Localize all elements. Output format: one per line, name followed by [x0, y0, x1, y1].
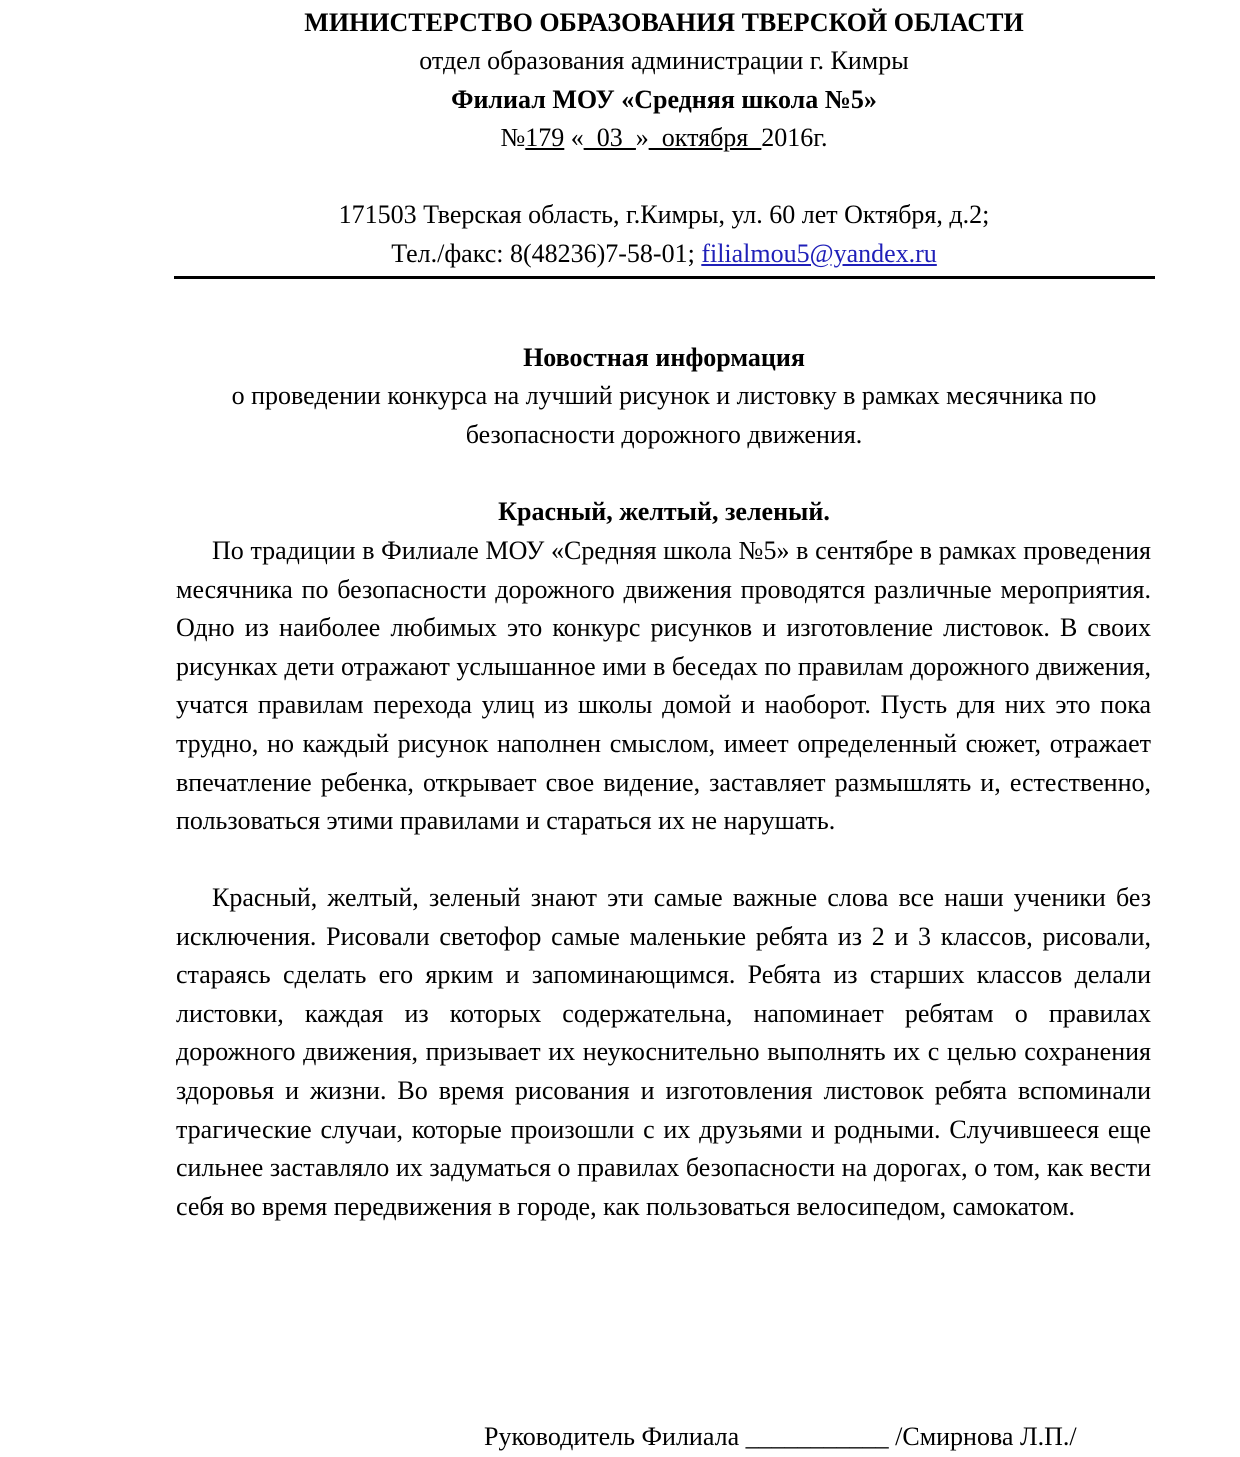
- ministry-title: МИНИСТЕРСТВО ОБРАЗОВАНИЯ ТВЕРСКОЙ ОБЛАСТИ: [304, 8, 1024, 37]
- date-open-quote: «: [564, 123, 584, 152]
- date-day: _03_: [583, 123, 636, 152]
- postal-address: 171503 Тверская область, г.Кимры, ул. 60 лет Октября, д.2;: [338, 200, 990, 229]
- date-close-quote: »: [635, 123, 649, 152]
- email-link[interactable]: filialmou5@yandex.ru: [701, 239, 937, 268]
- number-prefix: №: [500, 123, 526, 152]
- document-number-date: [176, 119, 1152, 157]
- signature-line: Руководитель Филиала ___________ /Смирнова Л.П./: [484, 1422, 1077, 1451]
- document-number: 179: [525, 123, 565, 152]
- department-name: отдел образования администрации г. Кимры: [419, 46, 909, 75]
- document-title: Новостная информация: [523, 343, 805, 372]
- header-divider: [174, 276, 1155, 279]
- body-paragraph-2: Красный, желтый, зеленый знают эти самые важные слова все наши ученики без исключения. Рисовали светофор самые маленькие ребята из 2 и 3 классов, рисовали, стараясь сделать его ярким и запоминающимся. Ребята из старших классов делали листовки, каждая из которых содержательна, напоминает ребятам о правилах дорожного движения, призывает их неукоснительно выполнять их с целью сохранения здоровья и жизни. Во время рисования и изготовления листовок ребята вспоминали трагические случаи, которые произошли с их друзьями и родными. Случившееся еще сильнее заставляло их задуматься о правилах безопасности на дорогах, о том, как вести себя во время передвижения в городе, как пользоваться велосипедом, самокатом.: [176, 883, 1151, 1221]
- date-year: 2016г.: [761, 123, 828, 152]
- branch-name: Филиал МОУ «Средняя школа №5»: [451, 85, 877, 114]
- date-month: _октября_: [648, 123, 762, 152]
- phone-fax: Тел./факс: 8(48236)7-58-01;: [391, 239, 702, 268]
- contact-line: [176, 235, 1152, 273]
- document-subtitle-line-1: о проведении конкурса на лучший рисунок и листовку в рамках месячника по: [231, 381, 1097, 410]
- document-subtitle-line-2: безопасности дорожного движения.: [465, 420, 863, 449]
- body-paragraph-1: По традиции в Филиале МОУ «Средняя школа №5» в сентябре в рамках проведения месячника по безопасности дорожного движения проводятся различные мероприятия. Одно из наиболее любимых это конкурс рисунков и изготовление листовок. В своих рисунках дети отражают услышанное ими в беседах по правилам дорожного движения, учатся правилам перехода улиц из школы домой и наоборот. Пусть для них это пока трудно, но каждый рисунок наполнен смыслом, имеет определенный сюжет, отражает впечатление ребенка, открывает свое видение, заставляет размышлять и, естественно, пользоваться этими правилами и стараться их не нарушать.: [176, 536, 1151, 836]
- article-heading: Красный, желтый, зеленый.: [498, 497, 830, 526]
